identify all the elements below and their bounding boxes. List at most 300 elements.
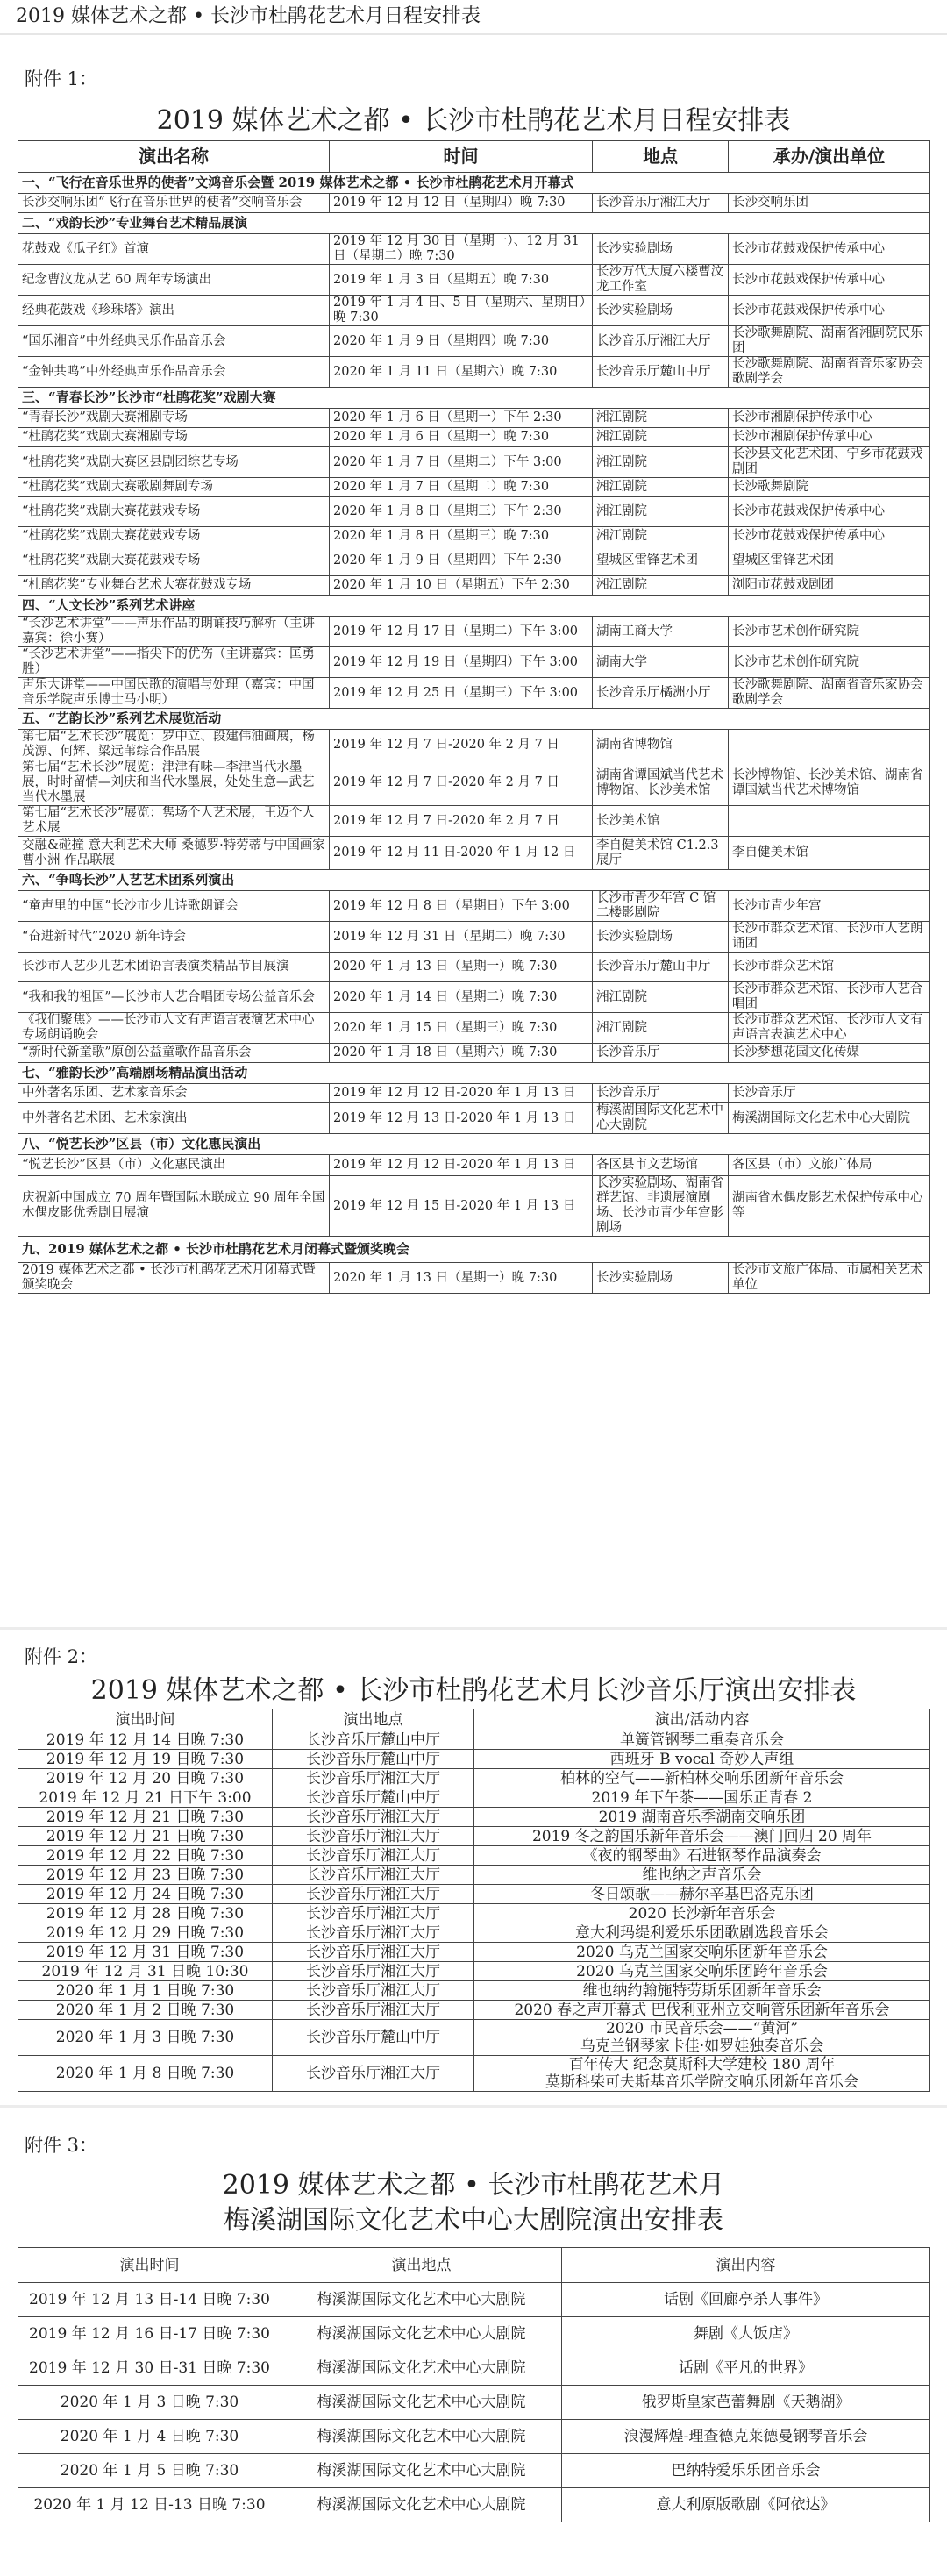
venue-cell: 湖南省博物馆 <box>593 730 729 760</box>
venue-cell: 长沙市青少年宫 C 馆二楼影剧院 <box>593 891 729 922</box>
organizer-cell: 长沙歌舞剧院、湖南省音乐家协会歌剧学会 <box>729 357 930 388</box>
venue-cell: 长沙音乐厅麓山中厅 <box>593 357 729 388</box>
column-header: 地点 <box>593 141 729 173</box>
event-name-cell: “杜鹃花奖”戏剧大赛花鼓戏专场 <box>18 497 330 527</box>
table-row <box>18 1962 930 1981</box>
event-name-cell: “国乐湘音”中外经典民乐作品音乐会 <box>18 326 330 357</box>
table-row <box>18 2001 930 2020</box>
program-cell: 单簧管钢琴二重奏音乐会 <box>474 1730 930 1750</box>
column-header: 承办/演出单位 <box>729 141 930 173</box>
category-title: 五、“艺韵长沙”系列艺术展览活动 <box>18 709 930 730</box>
organizer-cell: 长沙歌舞剧院、湖南省湘剧院民乐团 <box>729 326 930 357</box>
table-row <box>18 2020 930 2056</box>
category-row <box>18 1237 930 1263</box>
venue-cell: 湘江剧院 <box>593 447 729 478</box>
time-cell: 2020 年 1 月 3 日晚 7:30 <box>18 2020 273 2056</box>
event-name-cell: “杜鹃花奖”戏剧大赛湘剧专场 <box>18 428 330 447</box>
table-row <box>18 1103 930 1134</box>
time-cell: 2019 年 12 月 14 日晚 7:30 <box>18 1730 273 1750</box>
time-cell: 2020 年 1 月 9 日（星期四）晚 7:30 <box>330 326 593 357</box>
organizer-cell <box>729 730 930 760</box>
time-cell: 2019 年 12 月 31 日晚 10:30 <box>18 1962 273 1981</box>
venue-cell: 湘江剧院 <box>593 527 729 546</box>
organizer-cell: 长沙市艺术创作研究院 <box>729 617 930 647</box>
header-divider <box>0 33 947 35</box>
venue-cell: 长沙实验剧场 <box>593 296 729 326</box>
event-name-cell: 第七届“艺术长沙”展览：津津有味—李津当代水墨展，时时留情—刘庆和当代水墨展，处处生意—武艺当代水墨展 <box>18 760 330 806</box>
program-cell: 维也纳之声音乐会 <box>474 1866 930 1885</box>
event-name-cell: “悦艺长沙”区县（市）文化惠民演出 <box>18 1155 330 1176</box>
attachment-3-title-line2: 梅溪湖国际文化艺术中心大剧院演出安排表 <box>224 2205 723 2236</box>
event-name-cell: 声乐大讲堂——中国民歌的演唱与处理（嘉宾：中国音乐学院声乐博士马小明） <box>18 678 330 709</box>
venue-cell: 湘江剧院 <box>593 409 729 428</box>
program-cell: 2019 冬之韵国乐新年音乐会——澳门回归 20 周年 <box>474 1827 930 1846</box>
table-row <box>18 617 930 647</box>
event-name-cell: 经典花鼓戏《珍珠塔》演出 <box>18 296 330 326</box>
venue-cell: 长沙音乐厅湘江大厅 <box>273 1769 474 1788</box>
category-row <box>18 1063 930 1084</box>
time-cell: 2019 年 12 月 16 日-17 日晚 7:30 <box>18 2317 281 2351</box>
time-cell: 2019 年 12 月 13 日-14 日晚 7:30 <box>18 2283 281 2317</box>
program-cell: 百年传大 纪念莫斯科大学建校 180 周年 莫斯科柴可夫斯基音乐学院交响乐团新年音乐会 <box>474 2056 930 2092</box>
venue-cell: 湘江剧院 <box>593 1013 729 1044</box>
time-cell: 2020 年 1 月 15 日（星期三）晚 7:30 <box>330 1013 593 1044</box>
venue-cell: 长沙实验剧场 <box>593 234 729 265</box>
event-name-cell: 长沙市人艺少儿艺术团语言表演类精品节目展演 <box>18 953 330 982</box>
organizer-cell: 长沙博物馆、长沙美术馆、湖南省谭国斌当代艺术博物馆 <box>729 760 930 806</box>
table-row <box>18 2056 930 2092</box>
program-cell: 意大利原版歌剧《阿依达》 <box>562 2488 930 2522</box>
venue-cell: 长沙实验剧场 <box>593 1263 729 1294</box>
time-cell: 2019 年 12 月 11 日-2020 年 1 月 12 日 <box>330 837 593 870</box>
time-cell: 2020 年 1 月 12 日-13 日晚 7:30 <box>18 2488 281 2522</box>
attachment-3-label: 附件 3： <box>25 2135 98 2156</box>
category-title: 九、2019 媒体艺术之都 • 长沙市杜鹃花艺术月闭幕式暨颁奖晚会 <box>18 1237 930 1263</box>
program-cell: 话剧《平凡的世界》 <box>562 2351 930 2386</box>
time-cell: 2019 年 12 月 25 日（星期三）下午 3:00 <box>330 678 593 709</box>
schedule-table-1 <box>18 140 930 1294</box>
table-row <box>18 982 930 1013</box>
table-row <box>18 497 930 527</box>
organizer-cell <box>729 806 930 837</box>
organizer-cell: 长沙市花鼓戏保护传承中心 <box>729 265 930 296</box>
table-row <box>18 2317 930 2351</box>
category-title: 四、“人文长沙”系列艺术讲座 <box>18 596 930 617</box>
table-header-row <box>18 2248 930 2283</box>
event-name-cell: “新时代新童歌”原创公益童歌作品音乐会 <box>18 1044 330 1063</box>
column-header: 演出内容 <box>562 2248 930 2283</box>
organizer-cell: 长沙歌舞剧院 <box>729 478 930 497</box>
table-row <box>18 1827 930 1846</box>
venue-cell: 湘江剧院 <box>593 478 729 497</box>
time-cell: 2019 年 12 月 17 日（星期二）下午 3:00 <box>330 617 593 647</box>
event-name-cell: 纪念曹汶龙从艺 60 周年专场演出 <box>18 265 330 296</box>
time-cell: 2020 年 1 月 7 日（星期二）晚 7:30 <box>330 478 593 497</box>
event-name-cell: 第七届“艺术长沙”展览：罗中立、段建伟油画展，杨茂源、何辉、梁远苇综合作品展 <box>18 730 330 760</box>
category-title: 七、“雅韵长沙”高端剧场精品演出活动 <box>18 1063 930 1084</box>
table-row <box>18 837 930 870</box>
category-title: 一、“飞行在音乐世界的使者”文鸿音乐会暨 2019 媒体艺术之都 • 长沙市杜鹃花艺术月开幕式 <box>18 173 930 194</box>
venue-cell: 梅溪湖国际文化艺术中心大剧院 <box>281 2488 562 2522</box>
time-cell: 2019 年 12 月 15 日-2020 年 1 月 13 日 <box>330 1176 593 1237</box>
venue-cell: 长沙音乐厅麓山中厅 <box>273 2020 474 2056</box>
table-row <box>18 428 930 447</box>
table-row <box>18 1943 930 1962</box>
organizer-cell: 长沙市花鼓戏保护传承中心 <box>729 527 930 546</box>
column-header: 演出地点 <box>281 2248 562 2283</box>
time-cell: 2020 年 1 月 7 日（星期二）下午 3:00 <box>330 447 593 478</box>
table-row <box>18 576 930 596</box>
venue-cell: 梅溪湖国际文化艺术中心大剧院 <box>281 2386 562 2420</box>
table-row <box>18 447 930 478</box>
table-row <box>18 1730 930 1750</box>
venue-cell: 湖南大学 <box>593 647 729 678</box>
time-cell: 2020 年 1 月 13 日（星期一）晚 7:30 <box>330 953 593 982</box>
event-name-cell: 花鼓戏《瓜子红》首演 <box>18 234 330 265</box>
time-cell: 2020 年 1 月 4 日晚 7:30 <box>18 2420 281 2454</box>
venue-cell: 湖南工商大学 <box>593 617 729 647</box>
program-cell: 2020 乌克兰国家交响乐团跨年音乐会 <box>474 1962 930 1981</box>
category-row <box>18 213 930 234</box>
column-header: 演出时间 <box>18 2248 281 2283</box>
table-row <box>18 2351 930 2386</box>
organizer-cell: 李自健美术馆 <box>729 837 930 870</box>
organizer-cell: 长沙县文化艺术团、宁乡市花鼓戏剧团 <box>729 447 930 478</box>
time-cell: 2019 年 12 月 7 日-2020 年 2 月 7 日 <box>330 760 593 806</box>
venue-cell: 长沙音乐厅麓山中厅 <box>593 953 729 982</box>
venue-cell: 长沙实验剧场、湖南省群艺馆、非遗展演剧场、长沙市青少年宫影剧场 <box>593 1176 729 1237</box>
column-header: 演出地点 <box>273 1709 474 1730</box>
event-name-cell: 《我们聚焦》——长沙市人文有声语言表演艺术中心专场朗诵晚会 <box>18 1013 330 1044</box>
organizer-cell: 梅溪湖国际文化艺术中心大剧院 <box>729 1103 930 1134</box>
venue-cell: 湘江剧院 <box>593 497 729 527</box>
venue-cell: 长沙音乐厅橘洲小厅 <box>593 678 729 709</box>
table-row <box>18 678 930 709</box>
venue-cell: 长沙音乐厅湘江大厅 <box>273 1904 474 1923</box>
time-cell: 2019 年 12 月 12 日（星期四）晚 7:30 <box>330 194 593 213</box>
category-title: 二、“戏韵长沙”专业舞台艺术精品展演 <box>18 213 930 234</box>
table-row <box>18 953 930 982</box>
time-cell: 2019 年 12 月 12 日-2020 年 1 月 13 日 <box>330 1155 593 1176</box>
table-row <box>18 1155 930 1176</box>
event-name-cell: “青春长沙”戏剧大赛湘剧专场 <box>18 409 330 428</box>
event-name-cell: 2019 媒体艺术之都 • 长沙市杜鹃花艺术月闭幕式暨颁奖晚会 <box>18 1263 330 1294</box>
venue-cell: 长沙音乐厅湘江大厅 <box>273 1866 474 1885</box>
venue-cell: 各区县市文艺场馆 <box>593 1155 729 1176</box>
program-cell: 冬日颂歌——赫尔辛基巴洛克乐团 <box>474 1885 930 1904</box>
venue-cell: 长沙音乐厅湘江大厅 <box>273 1923 474 1943</box>
venue-cell: 长沙实验剧场 <box>593 922 729 953</box>
table-row <box>18 1013 930 1044</box>
table-row <box>18 1808 930 1827</box>
venue-cell: 长沙音乐厅 <box>593 1044 729 1063</box>
program-cell: 2020 春之声开幕式 巴伐利亚州立交响管乐团新年音乐会 <box>474 2001 930 2020</box>
table-row <box>18 647 930 678</box>
venue-cell: 望城区雷锋艺术团 <box>593 546 729 576</box>
table-row <box>18 760 930 806</box>
organizer-cell: 湖南省木偶皮影艺术保护传承中心等 <box>729 1176 930 1237</box>
time-cell: 2019 年 12 月 19 日（星期四）下午 3:00 <box>330 647 593 678</box>
venue-cell: 长沙音乐厅 <box>593 1084 729 1103</box>
venue-cell: 梅溪湖国际文化艺术中心大剧院 <box>281 2317 562 2351</box>
venue-cell: 长沙音乐厅湘江大厅 <box>273 1808 474 1827</box>
table-row <box>18 265 930 296</box>
table-row <box>18 1923 930 1943</box>
time-cell: 2020 年 1 月 10 日（星期五）下午 2:30 <box>330 576 593 596</box>
venue-cell: 湘江剧院 <box>593 428 729 447</box>
venue-cell: 长沙音乐厅湘江大厅 <box>273 2001 474 2020</box>
event-name-cell: “杜鹃花奖”戏剧大赛区县剧团综艺专场 <box>18 447 330 478</box>
time-cell: 2019 年 12 月 31 日晚 7:30 <box>18 1943 273 1962</box>
event-name-cell: “长沙艺术讲堂”——声乐作品的朗诵技巧解析（主讲嘉宾：徐小赛） <box>18 617 330 647</box>
time-cell: 2019 年 12 月 28 日晚 7:30 <box>18 1904 273 1923</box>
table-row <box>18 546 930 576</box>
time-cell: 2020 年 1 月 8 日（星期三）下午 2:30 <box>330 497 593 527</box>
attachment-3-title-line1: 2019 媒体艺术之都 • 长沙市杜鹃花艺术月 <box>222 2170 725 2201</box>
venue-cell: 湘江剧院 <box>593 576 729 596</box>
table-row <box>18 234 930 265</box>
event-name-cell: 长沙交响乐团“飞行在音乐世界的使者”交响音乐会 <box>18 194 330 213</box>
time-cell: 2019 年 12 月 21 日下午 3:00 <box>18 1788 273 1808</box>
program-cell: 西班牙 B vocal 奇妙人声组 <box>474 1750 930 1769</box>
time-cell: 2019 年 12 月 8 日（星期日）下午 3:00 <box>330 891 593 922</box>
event-name-cell: 第七届“艺术长沙”展览：隽场个人艺术展，王迈个人艺术展 <box>18 806 330 837</box>
category-title: 三、“青春长沙”长沙市“杜鹃花奖”戏剧大赛 <box>18 388 930 409</box>
event-name-cell: “杜鹃花奖”戏剧大赛歌剧舞剧专场 <box>18 478 330 497</box>
venue-cell: 长沙音乐厅湘江大厅 <box>273 1846 474 1866</box>
program-cell: 柏林的空气——新柏林交响乐团新年音乐会 <box>474 1769 930 1788</box>
table-row <box>18 1846 930 1866</box>
table-row <box>18 891 930 922</box>
organizer-cell: 各区县（市）文旅广体局 <box>729 1155 930 1176</box>
section-divider <box>0 1627 947 1630</box>
time-cell: 2019 年 12 月 7 日-2020 年 2 月 7 日 <box>330 730 593 760</box>
table-row <box>18 527 930 546</box>
table-row <box>18 922 930 953</box>
venue-cell: 长沙音乐厅湘江大厅 <box>273 1943 474 1962</box>
attachment-1-title: 2019 媒体艺术之都 • 长沙市杜鹃花艺术月日程安排表 <box>156 105 791 136</box>
table-header-row <box>18 141 930 173</box>
time-cell: 2019 年 12 月 20 日晚 7:30 <box>18 1769 273 1788</box>
program-cell: 2020 市民音乐会——“黄河” 乌克兰钢琴家卡佳·如罗娃独奏音乐会 <box>474 2020 930 2056</box>
attachment-2-label: 附件 2： <box>25 1646 98 1667</box>
program-cell: 浪漫辉煌-理查德克莱德曼钢琴音乐会 <box>562 2420 930 2454</box>
organizer-cell: 长沙市群众艺术馆、长沙市人艺朗诵团 <box>729 922 930 953</box>
event-name-cell: 交融&碰撞 意大利艺术大师 桑德罗·特劳蒂与中国画家 曹小洲 作品联展 <box>18 837 330 870</box>
organizer-cell: 长沙歌舞剧院、湖南省音乐家协会歌剧学会 <box>729 678 930 709</box>
section-divider <box>0 2105 947 2108</box>
venue-cell: 长沙音乐厅湘江大厅 <box>273 1885 474 1904</box>
organizer-cell: 长沙市青少年宫 <box>729 891 930 922</box>
table-row <box>18 1176 930 1237</box>
document-header-title: 2019 媒体艺术之都 • 长沙市杜鹃花艺术月日程安排表 <box>16 5 481 27</box>
venue-cell: 梅溪湖国际文化艺术中心大剧院 <box>281 2454 562 2488</box>
category-row <box>18 173 930 194</box>
organizer-cell: 长沙梦想花园文化传媒 <box>729 1044 930 1063</box>
table-row <box>18 2420 930 2454</box>
organizer-cell: 长沙市湘剧保护传承中心 <box>729 409 930 428</box>
program-cell: 话剧《回廊亭杀人事件》 <box>562 2283 930 2317</box>
time-cell: 2019 年 12 月 21 日晚 7:30 <box>18 1808 273 1827</box>
table-row <box>18 1263 930 1294</box>
program-cell: 2019 年下午茶——国乐正青春 2 <box>474 1788 930 1808</box>
event-name-cell: “杜鹃花奖”戏剧大赛花鼓戏专场 <box>18 527 330 546</box>
program-cell: 2020 乌克兰国家交响乐团新年音乐会 <box>474 1943 930 1962</box>
time-cell: 2019 年 12 月 21 日晚 7:30 <box>18 1827 273 1846</box>
time-cell: 2020 年 1 月 18 日（星期六）晚 7:30 <box>330 1044 593 1063</box>
time-cell: 2020 年 1 月 6 日（星期一）下午 2:30 <box>330 409 593 428</box>
time-cell: 2020 年 1 月 14 日（星期二）晚 7:30 <box>330 982 593 1013</box>
venue-cell: 长沙音乐厅麓山中厅 <box>273 1788 474 1808</box>
organizer-cell: 长沙市群众艺术馆、长沙市人艺合唱团 <box>729 982 930 1013</box>
time-cell: 2019 年 12 月 29 日晚 7:30 <box>18 1923 273 1943</box>
organizer-cell: 长沙市艺术创作研究院 <box>729 647 930 678</box>
organizer-cell: 长沙交响乐团 <box>729 194 930 213</box>
time-cell: 2020 年 1 月 1 日晚 7:30 <box>18 1981 273 2001</box>
time-cell: 2019 年 12 月 31 日（星期二）晚 7:30 <box>330 922 593 953</box>
time-cell: 2019 年 12 月 12 日-2020 年 1 月 13 日 <box>330 1084 593 1103</box>
table-row <box>18 730 930 760</box>
column-header: 演出/活动内容 <box>474 1709 930 1730</box>
venue-cell: 长沙音乐厅湘江大厅 <box>273 1981 474 2001</box>
venue-cell: 长沙音乐厅湘江大厅 <box>593 326 729 357</box>
event-name-cell: 中外著名乐团、艺术家音乐会 <box>18 1084 330 1103</box>
organizer-cell: 浏阳市花鼓戏剧团 <box>729 576 930 596</box>
time-cell: 2019 年 12 月 30 日（星期一）、12 月 31 日（星期二）晚 7:30 <box>330 234 593 265</box>
event-name-cell: “金钟共鸣”中外经典声乐作品音乐会 <box>18 357 330 388</box>
venue-cell: 长沙音乐厅湘江大厅 <box>273 1962 474 1981</box>
venue-cell: 长沙音乐厅湘江大厅 <box>273 2056 474 2092</box>
venue-cell: 李自健美术馆 C1.2.3 展厅 <box>593 837 729 870</box>
table-row <box>18 1769 930 1788</box>
category-row <box>18 596 930 617</box>
venue-cell: 梅溪湖国际文化艺术中心大剧院 <box>281 2420 562 2454</box>
venue-cell: 长沙音乐厅湘江大厅 <box>273 1827 474 1846</box>
venue-cell: 长沙万代大厦六楼曹汶龙工作室 <box>593 265 729 296</box>
program-cell: 2020 长沙新年音乐会 <box>474 1904 930 1923</box>
venue-cell: 湖南省谭国斌当代艺术博物馆、长沙美术馆 <box>593 760 729 806</box>
program-cell: 2019 湖南音乐季湖南交响乐团 <box>474 1808 930 1827</box>
time-cell: 2020 年 1 月 3 日晚 7:30 <box>18 2386 281 2420</box>
time-cell: 2019 年 12 月 22 日晚 7:30 <box>18 1846 273 1866</box>
event-name-cell: “我和我的祖国”—长沙市人艺合唱团专场公益音乐会 <box>18 982 330 1013</box>
program-cell: 维也纳约翰施特劳斯乐团新年音乐会 <box>474 1981 930 2001</box>
time-cell: 2019 年 12 月 7 日-2020 年 2 月 7 日 <box>330 806 593 837</box>
table-row <box>18 1885 930 1904</box>
schedule-table-3 <box>18 2247 930 2522</box>
category-row <box>18 870 930 891</box>
event-name-cell: “童声里的中国”长沙市少儿诗歌朗诵会 <box>18 891 330 922</box>
table-row <box>18 2386 930 2420</box>
organizer-cell: 长沙市花鼓戏保护传承中心 <box>729 497 930 527</box>
time-cell: 2019 年 12 月 24 日晚 7:30 <box>18 1885 273 1904</box>
event-name-cell: “长沙艺术讲堂”——指尖下的优伤（主讲嘉宾：匡勇胜） <box>18 647 330 678</box>
table-row <box>18 2454 930 2488</box>
table-row <box>18 806 930 837</box>
table-row <box>18 194 930 213</box>
event-name-cell: “杜鹃花奖”专业舞台艺术大赛花鼓戏专场 <box>18 576 330 596</box>
column-header: 演出名称 <box>18 141 330 173</box>
time-cell: 2020 年 1 月 2 日晚 7:30 <box>18 2001 273 2020</box>
time-cell: 2019 年 12 月 30 日-31 日晚 7:30 <box>18 2351 281 2386</box>
event-name-cell: “杜鹃花奖”戏剧大赛花鼓戏专场 <box>18 546 330 576</box>
organizer-cell: 长沙音乐厅 <box>729 1084 930 1103</box>
table-row <box>18 1904 930 1923</box>
table-row <box>18 326 930 357</box>
time-cell: 2020 年 1 月 11 日（星期六）晚 7:30 <box>330 357 593 388</box>
program-cell: 意大利玛缇利爱乐乐团歌剧选段音乐会 <box>474 1923 930 1943</box>
table-header-row <box>18 1709 930 1730</box>
category-title: 六、“争鸣长沙”人艺艺术团系列演出 <box>18 870 930 891</box>
time-cell: 2020 年 1 月 9 日（星期四）下午 2:30 <box>330 546 593 576</box>
attachment-2-title: 2019 媒体艺术之都 • 长沙市杜鹃花艺术月长沙音乐厅演出安排表 <box>90 1675 857 1706</box>
column-header: 时间 <box>330 141 593 173</box>
program-cell: 《夜的钢琴曲》石进钢琴作品演奏会 <box>474 1846 930 1866</box>
event-name-cell: “奋进新时代”2020 新年诗会 <box>18 922 330 953</box>
organizer-cell: 长沙市群众艺术馆、长沙市人文有声语言表演艺术中心 <box>729 1013 930 1044</box>
schedule-table-2 <box>18 1709 930 2092</box>
program-cell: 巴纳特爱乐乐团音乐会 <box>562 2454 930 2488</box>
category-row <box>18 709 930 730</box>
time-cell: 2019 年 12 月 19 日晚 7:30 <box>18 1750 273 1769</box>
time-cell: 2020 年 1 月 8 日晚 7:30 <box>18 2056 273 2092</box>
table-row <box>18 2488 930 2522</box>
venue-cell: 梅溪湖国际文化艺术中心大剧院 <box>593 1103 729 1134</box>
organizer-cell: 长沙市湘剧保护传承中心 <box>729 428 930 447</box>
table-row <box>18 409 930 428</box>
time-cell: 2020 年 1 月 13 日（星期一）晚 7:30 <box>330 1263 593 1294</box>
organizer-cell: 长沙市花鼓戏保护传承中心 <box>729 234 930 265</box>
venue-cell: 湘江剧院 <box>593 982 729 1013</box>
table-row <box>18 1084 930 1103</box>
table-row <box>18 1866 930 1885</box>
event-name-cell: 中外著名艺术团、艺术家演出 <box>18 1103 330 1134</box>
program-cell: 俄罗斯皇家芭蕾舞剧《天鹅湖》 <box>562 2386 930 2420</box>
time-cell: 2020 年 1 月 8 日（星期三）晚 7:30 <box>330 527 593 546</box>
table-row <box>18 357 930 388</box>
time-cell: 2020 年 1 月 6 日（星期一）晚 7:30 <box>330 428 593 447</box>
venue-cell: 长沙音乐厅湘江大厅 <box>593 194 729 213</box>
program-cell: 舞剧《大饭店》 <box>562 2317 930 2351</box>
attachment-1-label: 附件 1： <box>25 68 98 89</box>
table-row <box>18 1750 930 1769</box>
venue-cell: 长沙音乐厅麓山中厅 <box>273 1730 474 1750</box>
time-cell: 2019 年 1 月 4 日、5 日（星期六、星期日）晚 7:30 <box>330 296 593 326</box>
category-row <box>18 388 930 409</box>
organizer-cell: 长沙市花鼓戏保护传承中心 <box>729 296 930 326</box>
table-row <box>18 1044 930 1063</box>
table-row <box>18 296 930 326</box>
organizer-cell: 长沙市群众艺术馆 <box>729 953 930 982</box>
table-row <box>18 478 930 497</box>
organizer-cell: 望城区雷锋艺术团 <box>729 546 930 576</box>
column-header: 演出时间 <box>18 1709 273 1730</box>
venue-cell: 长沙音乐厅麓山中厅 <box>273 1750 474 1769</box>
venue-cell: 梅溪湖国际文化艺术中心大剧院 <box>281 2283 562 2317</box>
time-cell: 2020 年 1 月 5 日晚 7:30 <box>18 2454 281 2488</box>
event-name-cell: 庆祝新中国成立 70 周年暨国际木联成立 90 周年全国木偶皮影优秀剧目展演 <box>18 1176 330 1237</box>
table-row <box>18 1788 930 1808</box>
time-cell: 2019 年 12 月 13 日-2020 年 1 月 13 日 <box>330 1103 593 1134</box>
venue-cell: 梅溪湖国际文化艺术中心大剧院 <box>281 2351 562 2386</box>
time-cell: 2019 年 12 月 23 日晚 7:30 <box>18 1866 273 1885</box>
organizer-cell: 长沙市文旅广体局、市属相关艺术单位 <box>729 1263 930 1294</box>
table-row <box>18 1981 930 2001</box>
category-title: 八、“悦艺长沙”区县（市）文化惠民演出 <box>18 1134 930 1155</box>
category-row <box>18 1134 930 1155</box>
venue-cell: 长沙美术馆 <box>593 806 729 837</box>
time-cell: 2019 年 1 月 3 日（星期五）晚 7:30 <box>330 265 593 296</box>
